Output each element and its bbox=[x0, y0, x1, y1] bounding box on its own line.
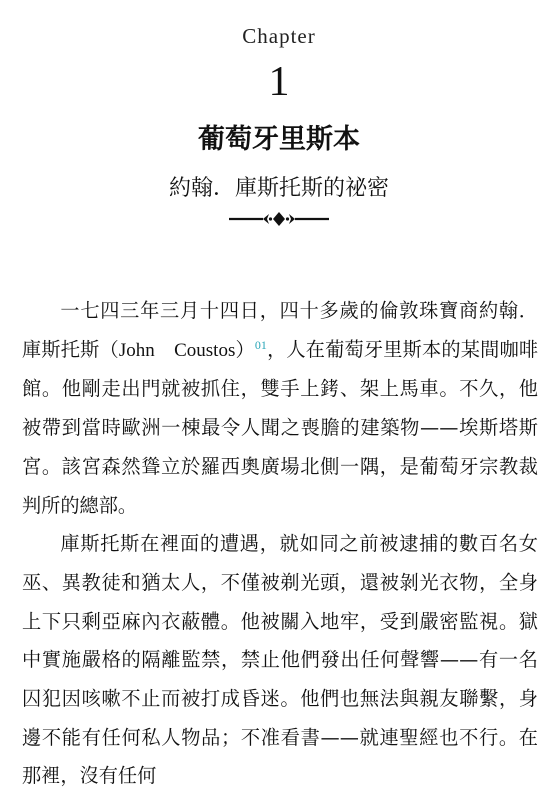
chapter-number: 1 bbox=[268, 59, 290, 105]
body-text bbox=[22, 292, 538, 796]
paragraph-1-text-b: ） bbox=[235, 337, 255, 361]
paragraph-1 bbox=[22, 292, 538, 525]
paragraph-1-text-c: ，人在葡萄牙里斯本的某間咖啡館。他剛走出門就被抓住，雙手上銬、架上馬車。不久，他被帶到當時歐洲一棟最令人聞之喪膽的建築物——埃斯塔斯宮。該宮森然聳立於羅西奧廣場北側一隅，是葡萄牙宗教裁判所的總部。 bbox=[22, 337, 539, 517]
latin-name: John Coustos bbox=[118, 339, 236, 361]
paragraph-1-text-a: 一七四三年三月十四日，四十多歲的倫敦珠寶商約翰．庫斯托斯（ bbox=[22, 299, 538, 361]
footnote-reference-link[interactable]: 01 bbox=[254, 337, 267, 352]
ornament-divider-icon bbox=[227, 209, 331, 229]
chapter-label: Chapter bbox=[242, 24, 316, 48]
paragraph-2: 庫斯托斯在裡面的遭遇，就如同之前被逮捕的數百名女巫、異教徒和猶太人，不僅被剃光頭，還被剝光衣物，全身上下只剩亞麻內衣蔽體。他被關入地牢，受到嚴密監視。獄中實施嚴格的隔離監禁，禁止他們發出任何聲響——有一名囚犯因咳嗽不止而被打成昏迷。他們也無法與親友聯繫，身邊不能有任何私人物品；不准看書——就連聖經也不行。在那裡，沒有任何 bbox=[22, 532, 538, 788]
chapter-subtitle: 約翰．庫斯托斯的祕密 bbox=[168, 176, 389, 201]
chapter-title: 葡萄牙里斯本 bbox=[198, 124, 360, 155]
